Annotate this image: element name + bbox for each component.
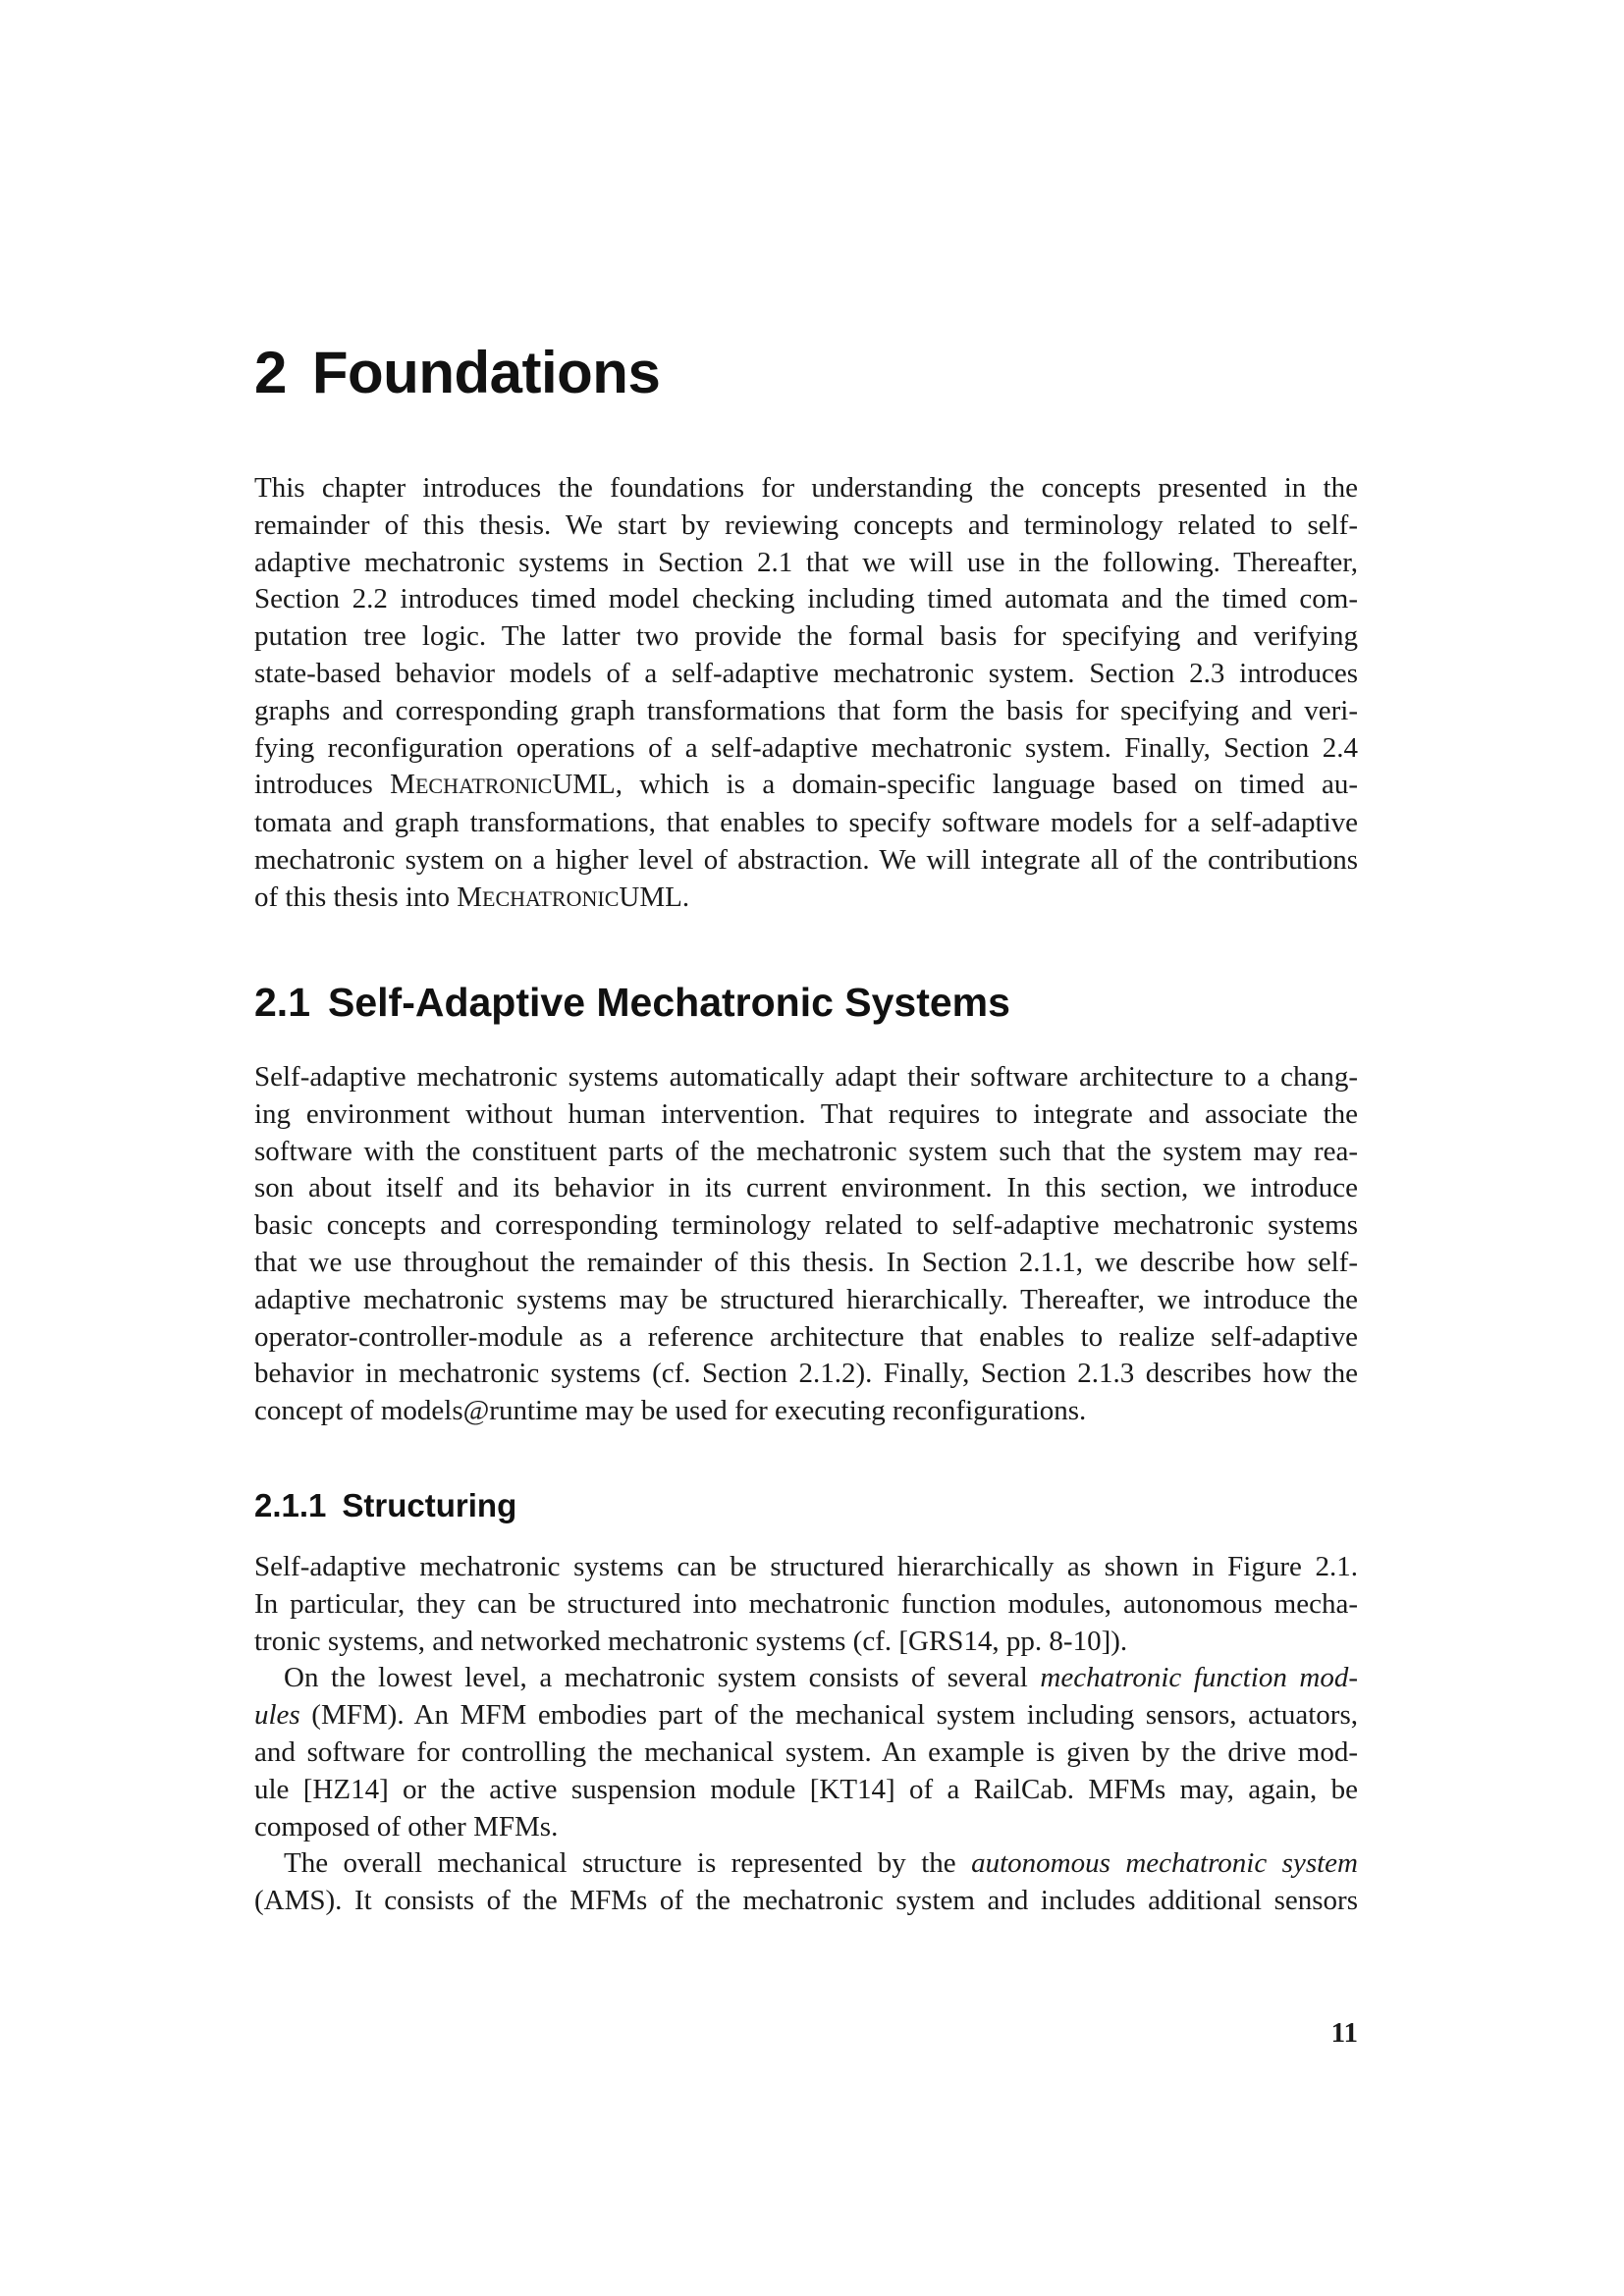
term-emphasis: autonomous mechatronic system (971, 1847, 1358, 1880)
section-line: basic concepts and corresponding terminology related to self-adaptive mechatronic systems (254, 1209, 1358, 1242)
mechatronicuml-suffix: UML (552, 769, 616, 801)
intro-line: adaptive mechatronic systems in Section 2.1 that we will use in the following. Thereafter, (254, 546, 1358, 578)
section-line: ing environment without human intervention. That requires to integrate and associate the (254, 1097, 1358, 1130)
body-line: composed of other MFMs. (254, 1810, 559, 1842)
intro-paragraph (254, 470, 1358, 918)
section-line: concept of models@runtime may be used for executing reconfigurations. (254, 1395, 1087, 1427)
intro-line: graphs and corresponding graph transformations that form the basis for specifying and veri- (254, 694, 1358, 726)
chapter-title (254, 334, 660, 412)
section-title-text: Self-Adaptive Mechatronic Systems (328, 980, 1010, 1025)
mechatronicuml-initial: M (390, 769, 415, 801)
intro-line: fying reconfiguration operations of a self-adaptive mechatronic system. Finally, Section 2.4 (254, 731, 1358, 764)
section-line: software with the constituent parts of the mechatronic system such that the system may rea- (254, 1135, 1358, 1167)
intro-text: introduces (254, 769, 391, 801)
section-number: 2.1 (254, 980, 310, 1025)
intro-text: , which is a domain-specific language based on timed au- (615, 769, 1358, 801)
subsection-number: 2.1.1 (254, 1487, 327, 1523)
section-line: adaptive mechatronic systems may be structured hierarchically. Thereafter, we introduce the (254, 1283, 1358, 1315)
body-text: (MFM). An MFM embodies part of the mechanical system including sensors, actuators, (299, 1699, 1358, 1732)
page (254, 0, 1358, 2296)
section-line: son about itself and its behavior in its current environment. In this section, we introduce (254, 1172, 1358, 1204)
intro-line: Section 2.2 introduces timed model checking including timed automata and the timed com- (254, 583, 1358, 615)
subsection-body (254, 1549, 1358, 1920)
intro-line: putation tree logic. The latter two provide the formal basis for specifying and verifying (254, 620, 1358, 653)
body-text: On the lowest level, a mechatronic system consists of several (284, 1662, 1041, 1694)
body-line: In particular, they can be structured into mechatronic function modules, autonomous mecha- (254, 1587, 1358, 1620)
mechatronicuml-suffix: UML (619, 881, 682, 913)
intro-line: remainder of this thesis. We start by reviewing concepts and terminology related to self- (254, 508, 1358, 541)
body-line (254, 1697, 1358, 1735)
intro-text: . (681, 881, 690, 913)
body-line (254, 1845, 1358, 1883)
body-line: and software for controlling the mechanical system. An example is given by the drive mod- (254, 1735, 1358, 1768)
body-line (254, 1660, 1358, 1697)
term-emphasis: mechatronic function mod- (1040, 1662, 1358, 1694)
subsection-title (254, 1484, 516, 1527)
intro-line: tomata and graph transformations, that enables to specify software models for a self-adaptive (254, 807, 1358, 839)
mechatronicuml-smallcaps: ECHATRONIC (414, 774, 553, 799)
section-line: Self-adaptive mechatronic systems automatically adapt their software architecture to a chang- (254, 1061, 1358, 1093)
body-line: ule [HZ14] or the active suspension module [KT14] of a RailCab. MFMs may, again, be (254, 1773, 1358, 1805)
section-line: that we use throughout the remainder of this thesis. In Section 2.1.1, we describe how self- (254, 1246, 1358, 1278)
body-line: tronic systems, and networked mechatronic systems (cf. [GRS14, pp. 8-10]). (254, 1625, 1128, 1657)
intro-line: state-based behavior models of a self-adaptive mechatronic system. Section 2.3 introduces (254, 657, 1358, 689)
chapter-number: 2 (254, 340, 287, 405)
section-line: behavior in mechatronic systems (cf. Section 2.1.2). Finally, Section 2.1.3 describes how the (254, 1358, 1358, 1390)
subsection-title-text: Structuring (342, 1487, 517, 1523)
body-line: (AMS). It consists of the MFMs of the mechatronic system and includes additional sensors (254, 1885, 1358, 1917)
body-text: The overall mechanical structure is represented by the (284, 1847, 972, 1880)
term-emphasis: ules (254, 1699, 300, 1732)
page-number: 11 (1330, 2017, 1358, 2049)
mechatronicuml-smallcaps: ECHATRONIC (482, 885, 620, 911)
chapter-title-text: Foundations (311, 340, 661, 405)
section-line: operator-controller-module as a reference architecture that enables to realize self-adaptive (254, 1320, 1358, 1353)
mechatronicuml-initial: M (457, 881, 483, 913)
body-line: Self-adaptive mechatronic systems can be structured hierarchically as shown in Figure 2.1. (254, 1551, 1358, 1582)
intro-line: This chapter introduces the foundations for understanding the concepts presented in the (254, 472, 1358, 504)
intro-text: of this thesis into (254, 881, 458, 913)
intro-line: mechatronic system on a higher level of abstraction. We will integrate all of the contributions (254, 843, 1358, 876)
section-title (254, 975, 1010, 1030)
intro-line (254, 767, 1358, 805)
intro-line (254, 880, 1358, 918)
section-paragraph (254, 1059, 1358, 1430)
